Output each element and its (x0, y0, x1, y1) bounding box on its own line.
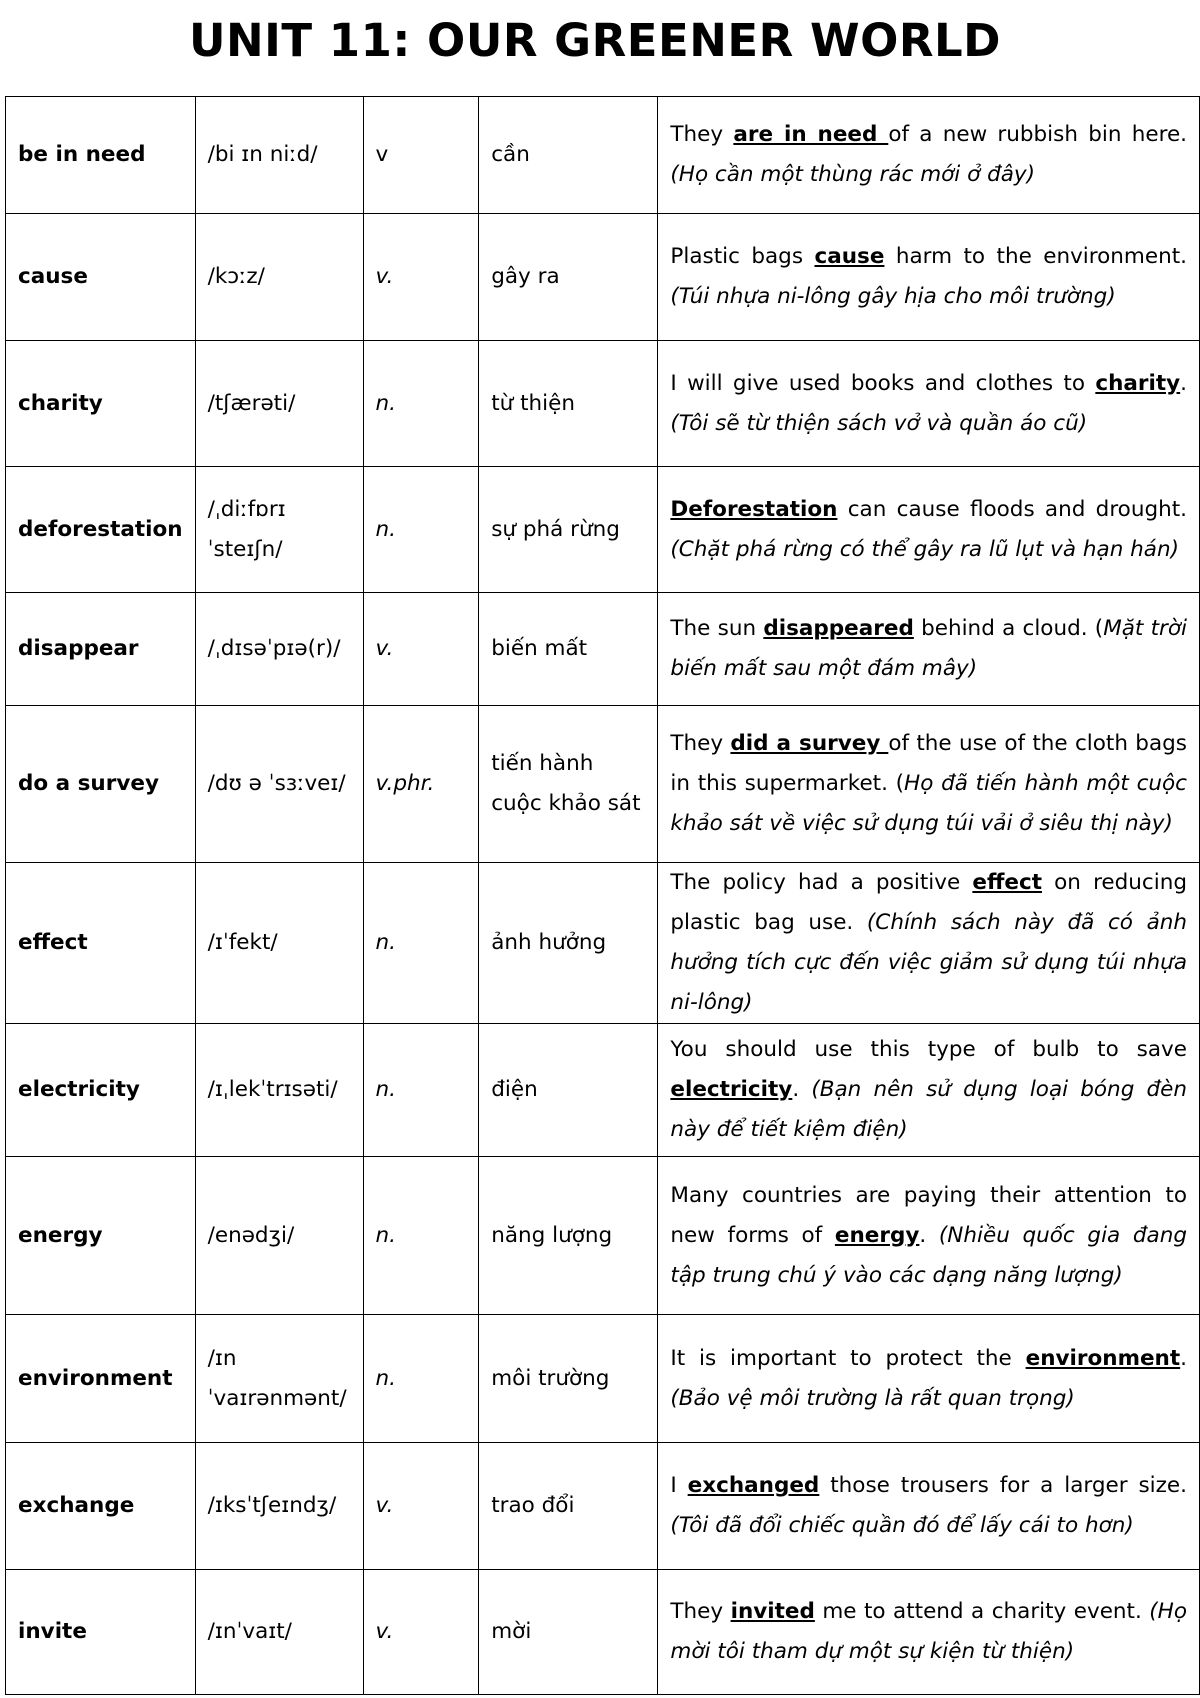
pos-cell: v. (363, 214, 479, 341)
example-keyword: did a survey (730, 731, 889, 756)
word-cell: electricity (6, 1024, 196, 1157)
example-translation: (Chính sách này đã có ảnh hưởng tích cực đến việc giảm sử dụng túi nhựa ni-lông) (670, 910, 1187, 1015)
example-keyword: charity (1095, 370, 1181, 396)
example-text: It is important to protect the (670, 1345, 1026, 1371)
example-cell (658, 1570, 1200, 1695)
example-text: on reducing plastic bag use. (670, 870, 1187, 935)
meaning-cell: năng lượng (479, 1157, 658, 1315)
table-row (6, 467, 1200, 593)
example-text: Many countries are paying their attention to new forms of (670, 1182, 1187, 1248)
meaning-cell: môi trường (479, 1315, 658, 1443)
example-translation: (Chặt phá rừng có thể gây ra lũ lụt và hạn hán) (670, 536, 1179, 562)
word-cell: deforestation (6, 467, 196, 593)
example-text: The sun (670, 616, 764, 641)
example-text: They (670, 731, 731, 756)
meaning-cell: trao đổi (479, 1443, 658, 1570)
example-translation: (Bạn nên sử dụng loại bóng đèn này để tiết kiệm điện) (670, 1077, 1188, 1142)
ipa-cell: /enədʒi/ (195, 1157, 363, 1315)
example-text: behind a cloud. ( (913, 616, 1104, 641)
example-text: . (1180, 1345, 1187, 1371)
example-keyword: environment (1025, 1345, 1181, 1371)
meaning-cell: từ thiện (479, 341, 658, 467)
example-text: of a new rubbish bin here. (888, 122, 1188, 147)
example-text: . (1180, 370, 1187, 396)
ipa-cell: /ɪˈfekt/ (195, 863, 363, 1024)
ipa-cell: /ɪnˈvaɪt/ (195, 1570, 363, 1695)
example-keyword: effect (972, 870, 1042, 895)
example-text: . (792, 1077, 812, 1102)
pos-cell: n. (363, 1315, 479, 1443)
meaning-cell: ảnh hưởng (479, 863, 658, 1024)
ipa-cell: /bi ɪn niːd/ (195, 97, 363, 214)
table-row (6, 706, 1200, 863)
word-cell: energy (6, 1157, 196, 1315)
example-keyword: energy (834, 1222, 920, 1248)
ipa-cell: /ˌdiːfɒrɪˈsteɪʃn/ (195, 467, 363, 593)
example-cell (658, 341, 1200, 467)
meaning-cell: mời (479, 1570, 658, 1695)
pos-cell: v. (363, 1570, 479, 1695)
example-text: harm to the environment. (884, 244, 1187, 269)
pos-cell: n. (363, 467, 479, 593)
pos-cell: n. (363, 1157, 479, 1315)
ipa-cell: /ɪn ˈvaɪrənmənt/ (195, 1315, 363, 1443)
example-text: those trousers for a larger size. (819, 1473, 1187, 1498)
example-cell (658, 706, 1200, 863)
word-cell: charity (6, 341, 196, 467)
example-text: Plastic bags (670, 244, 815, 269)
table-row (6, 1315, 1200, 1443)
word-cell: cause (6, 214, 196, 341)
meaning-cell: cần (479, 97, 658, 214)
meaning-cell: sự phá rừng (479, 467, 658, 593)
example-text: The policy had a positive (670, 870, 973, 895)
pos-cell: v. (363, 593, 479, 706)
example-text: They (670, 1599, 731, 1624)
word-cell: environment (6, 1315, 196, 1443)
example-keyword: disappeared (763, 616, 914, 641)
example-translation: (Bảo vệ môi trường là rất quan trọng) (670, 1385, 1075, 1411)
ipa-cell: /ˌdɪsəˈpɪə(r)/ (195, 593, 363, 706)
example-translation: (Nhiều quốc gia đang tập trung chú ý vào các dạng năng lượng) (670, 1222, 1187, 1288)
pos-cell: v. (363, 1443, 479, 1570)
word-cell: be in need (6, 97, 196, 214)
word-cell: invite (6, 1570, 196, 1695)
example-translation: Họ đã tiến hành một cuộc khảo sát về việc sử dụng túi vải ở siêu thị này) (670, 771, 1187, 836)
example-cell (658, 593, 1200, 706)
ipa-cell: /ɪˌlekˈtrɪsəti/ (195, 1024, 363, 1157)
example-keyword: cause (814, 244, 885, 269)
ipa-cell: /ɪksˈtʃeɪndʒ/ (195, 1443, 363, 1570)
example-cell (658, 467, 1200, 593)
page-title: UNIT 11: OUR GREENER WORLD (188, 14, 1002, 67)
ipa-cell: /kɔːz/ (195, 214, 363, 341)
example-text: can cause floods and drought. (837, 496, 1187, 522)
word-cell: effect (6, 863, 196, 1024)
pos-cell: n. (363, 1024, 479, 1157)
example-cell (658, 214, 1200, 341)
word-cell: do a survey (6, 706, 196, 863)
example-keyword: Deforestation (670, 496, 838, 522)
example-keyword: are in need (733, 122, 889, 147)
meaning-cell: biến mất (479, 593, 658, 706)
example-keyword: electricity (670, 1077, 793, 1102)
example-cell (658, 97, 1200, 214)
example-translation: Mặt trời biến mất sau một đám mây) (670, 616, 1187, 681)
meaning-cell: gây ra (479, 214, 658, 341)
example-translation: (Tôi đã đổi chiếc quần đó để lấy cái to hơn) (670, 1513, 1134, 1538)
meaning-cell: tiến hành cuộc khảo sát (479, 706, 658, 863)
word-cell: exchange (6, 1443, 196, 1570)
example-text: I will give used books and clothes to (670, 370, 1096, 396)
example-text: You should use this type of bulb to save (670, 1037, 1187, 1062)
example-text: of the use of the cloth bags in this supermarket. ( (670, 731, 1187, 796)
vocabulary-table (5, 96, 1200, 1695)
example-cell (658, 1024, 1200, 1157)
example-text: . (919, 1222, 939, 1248)
example-text: I (670, 1473, 688, 1498)
example-text: me to attend a charity event. (814, 1599, 1150, 1624)
example-keyword: invited (730, 1599, 815, 1624)
table-row (6, 1157, 1200, 1315)
table-row (6, 863, 1200, 1024)
table-row (6, 1443, 1200, 1570)
pos-cell: n. (363, 341, 479, 467)
table-row (6, 1570, 1200, 1695)
example-translation: (Họ mời tôi tham dự một sự kiện từ thiện) (670, 1599, 1188, 1664)
ipa-cell: /tʃærəti/ (195, 341, 363, 467)
example-text: They (670, 122, 734, 147)
meaning-cell: điện (479, 1024, 658, 1157)
table-row (6, 341, 1200, 467)
example-keyword: exchanged (687, 1473, 820, 1498)
table-row (6, 214, 1200, 341)
example-cell (658, 863, 1200, 1024)
pos-cell: n. (363, 863, 479, 1024)
example-cell (658, 1443, 1200, 1570)
table-row (6, 1024, 1200, 1157)
example-translation: (Tôi sẽ từ thiện sách vở và quần áo cũ) (670, 410, 1088, 436)
word-cell: disappear (6, 593, 196, 706)
table-row (6, 593, 1200, 706)
example-translation: (Túi nhựa ni-lông gây hịa cho môi trường) (670, 284, 1116, 309)
example-translation: (Họ cần một thùng rác mới ở đây) (670, 162, 1036, 187)
example-cell (658, 1315, 1200, 1443)
pos-cell: v (363, 97, 479, 214)
table-row (6, 97, 1200, 214)
example-cell (658, 1157, 1200, 1315)
pos-cell: v.phr. (363, 706, 479, 863)
ipa-cell: /dʊ ə ˈsɜːveɪ/ (195, 706, 363, 863)
